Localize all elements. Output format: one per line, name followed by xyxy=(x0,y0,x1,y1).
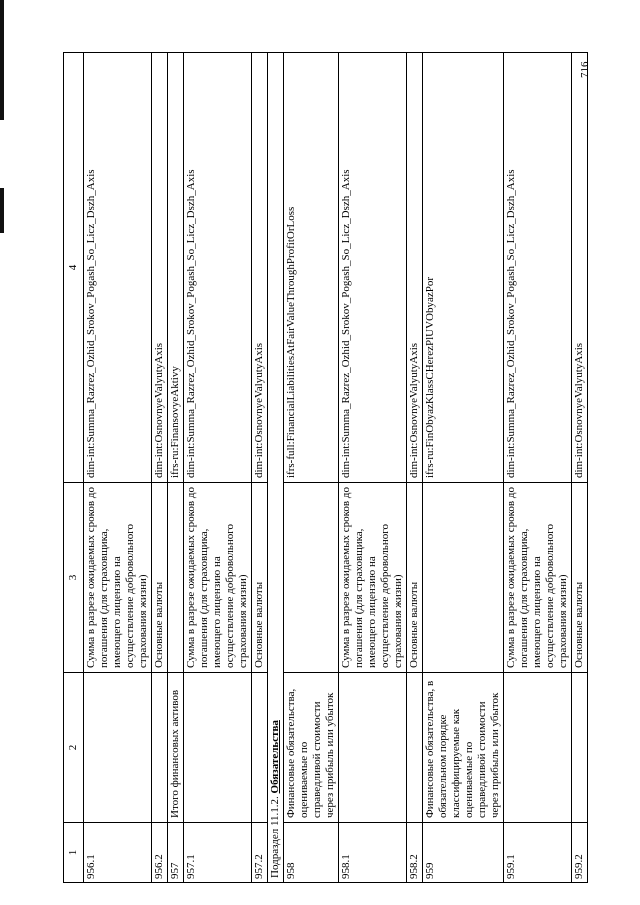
row-xbrl-element: dim-int:OsnovnyeValyutyAxis xyxy=(252,53,268,483)
row-label: Итого финансовых активов xyxy=(168,673,184,823)
section-heading xyxy=(268,53,284,883)
row-label xyxy=(152,673,168,823)
table-row xyxy=(252,53,268,883)
table-row xyxy=(504,53,572,883)
table-row xyxy=(423,53,504,883)
row-xbrl-element: dim-int:Summa_Razrez_Ozhid_Srokov_Pogash_So_Licz_Dszh_Axis xyxy=(84,53,152,483)
row-number: 957 xyxy=(168,823,184,883)
row-xbrl-element: dim-int:Summa_Razrez_Ozhid_Srokov_Pogash_So_Licz_Dszh_Axis xyxy=(184,53,252,483)
row-dimension-label: Основные валюты xyxy=(407,483,423,673)
row-number: 957.1 xyxy=(184,823,252,883)
row-dimension-label xyxy=(168,483,184,673)
table-row xyxy=(339,53,407,883)
row-number: 958 xyxy=(284,823,339,883)
scan-edge-mark-top xyxy=(0,0,4,120)
row-dimension-label: Сумма в разрезе ожидаемых сроков до погашения (для страховщика, имеющего лицензию на осуществление добровольного страхования жизни) xyxy=(339,483,407,673)
row-dimension-label xyxy=(423,483,504,673)
table-row xyxy=(184,53,252,883)
row-number: 956.1 xyxy=(84,823,152,883)
header-col-3: 3 xyxy=(64,483,84,673)
row-number: 956.2 xyxy=(152,823,168,883)
table-row xyxy=(168,53,184,883)
page-number: 716 xyxy=(579,61,591,78)
row-dimension-label: Основные валюты xyxy=(152,483,168,673)
table-row xyxy=(84,53,152,883)
row-number: 958.2 xyxy=(407,823,423,883)
header-col-4: 4 xyxy=(64,53,84,483)
row-label: Финансовые обязательства, оцениваемые по справедливой стоимости через прибыль или убыток xyxy=(284,673,339,823)
row-xbrl-element: dim-int:OsnovnyeValyutyAxis xyxy=(407,53,423,483)
row-number: 959.2 xyxy=(572,823,588,883)
rotated-table-container xyxy=(63,53,583,883)
row-xbrl-element: ifrs-ru:FinansovyeAktivy xyxy=(168,53,184,483)
row-xbrl-element: ifrs-ru:FinObyazKlassCHerezPlUVObyazPor xyxy=(423,53,504,483)
data-table xyxy=(63,52,588,883)
table-row xyxy=(152,53,168,883)
row-label xyxy=(184,673,252,823)
row-xbrl-element: dim-int:Summa_Razrez_Ozhid_Srokov_Pogash_So_Licz_Dszh_Axis xyxy=(504,53,572,483)
row-dimension-label xyxy=(284,483,339,673)
table-row xyxy=(572,53,588,883)
table-row xyxy=(407,53,423,883)
row-number: 959 xyxy=(423,823,504,883)
row-dimension-label: Сумма в разрезе ожидаемых сроков до погашения (для страховщика, имеющего лицензию на осуществление добровольного страхования жизни) xyxy=(184,483,252,673)
section-title: Обязательства xyxy=(269,720,281,794)
row-dimension-label: Сумма в разрезе ожидаемых сроков до погашения (для страховщика, имеющего лицензию на осуществление добровольного страхования жизни) xyxy=(504,483,572,673)
header-col-2: 2 xyxy=(64,673,84,823)
table-row xyxy=(284,53,339,883)
row-dimension-label: Сумма в разрезе ожидаемых сроков до погашения (для страховщика, имеющего лицензию на осуществление добровольного страхования жизни) xyxy=(84,483,152,673)
row-number: 958.1 xyxy=(339,823,407,883)
row-number: 959.1 xyxy=(504,823,572,883)
row-xbrl-element: dim-int:OsnovnyeValyutyAxis xyxy=(572,53,588,483)
section-row xyxy=(268,53,284,883)
row-dimension-label: Основные валюты xyxy=(252,483,268,673)
row-label xyxy=(572,673,588,823)
row-label xyxy=(84,673,152,823)
row-xbrl-element: ifrs-full:FinancialLiabilitiesAtFairValueThroughProfitOrLoss xyxy=(284,53,339,483)
header-col-1: 1 xyxy=(64,823,84,883)
section-prefix: Подраздел 11.1.2. xyxy=(269,793,281,878)
row-number: 957.2 xyxy=(252,823,268,883)
row-xbrl-element: dim-int:OsnovnyeValyutyAxis xyxy=(152,53,168,483)
row-label xyxy=(339,673,407,823)
row-label xyxy=(504,673,572,823)
row-dimension-label: Основные валюты xyxy=(572,483,588,673)
row-xbrl-element: dim-int:Summa_Razrez_Ozhid_Srokov_Pogash_So_Licz_Dszh_Axis xyxy=(339,53,407,483)
row-label xyxy=(252,673,268,823)
scan-edge-mark-middle xyxy=(0,188,4,233)
table-header-row xyxy=(64,53,84,883)
row-label xyxy=(407,673,423,823)
row-label: Финансовые обязательства, в обязательном порядке классифицируемые как оцениваемые по справедливой стоимости через прибыль или убыток xyxy=(423,673,504,823)
